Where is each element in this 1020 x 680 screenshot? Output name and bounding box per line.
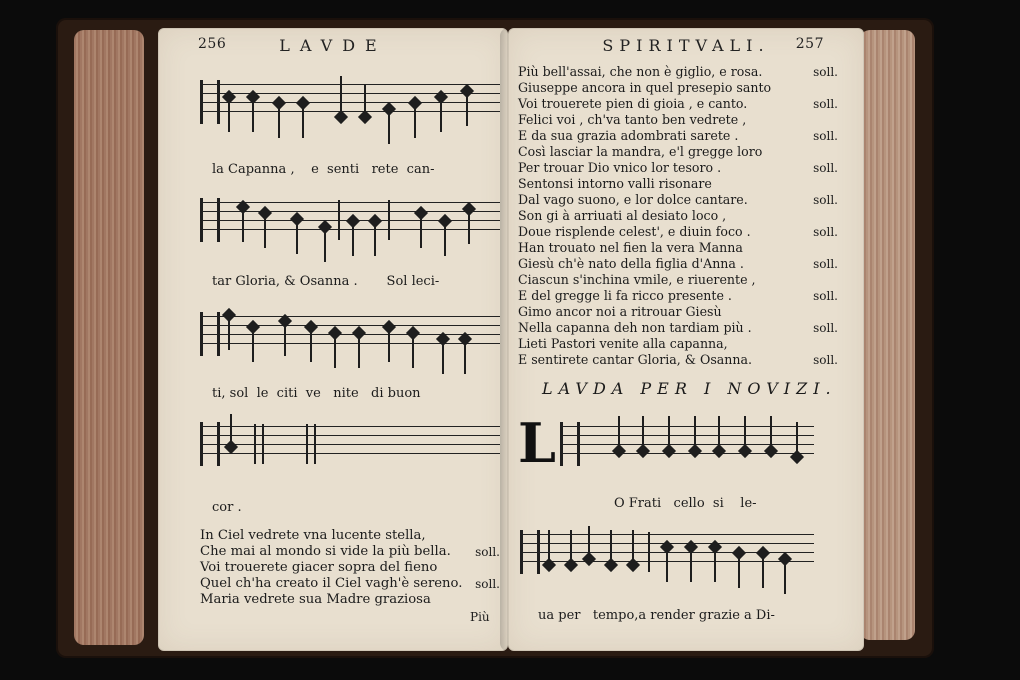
poem-line	[518, 352, 838, 368]
note-stem	[618, 416, 620, 452]
lyric-line-6: ua per tempo,a render grazie a Di-	[538, 608, 775, 623]
poem-text: Così lasciar la mandra, e'l gregge loro	[518, 144, 763, 159]
left-running-title: LAVDE	[279, 36, 387, 55]
note-stem	[468, 208, 470, 244]
right-page	[508, 28, 864, 651]
barline	[314, 424, 316, 464]
poem-line	[518, 96, 838, 112]
poem-text: Gimo ancor noi a ritrouar Giesù	[518, 304, 722, 319]
poem-line	[200, 528, 500, 544]
poem-line	[518, 80, 838, 96]
poem-line	[518, 160, 838, 176]
refrain-mark: soll.	[813, 193, 838, 207]
staff-lines	[562, 426, 814, 462]
poem-text: In Ciel vedrete vna lucente stella,	[200, 528, 426, 543]
barline	[262, 424, 264, 464]
poem-text: Per trouar Dio vnico lor tesoro .	[518, 160, 722, 175]
poem-line	[518, 336, 838, 352]
left-poem	[200, 528, 500, 608]
poem-text: E da sua grazia adombrati sarete .	[518, 128, 739, 143]
note-stem	[228, 314, 230, 350]
poem-line	[518, 320, 838, 336]
refrain-mark: soll.	[813, 225, 838, 239]
poem-text: Ciascun s'inchina vmile, e riuerente ,	[518, 272, 756, 287]
note-stem	[302, 102, 304, 138]
note-stem	[444, 220, 446, 256]
poem-line	[518, 112, 838, 128]
note-stem	[278, 102, 280, 138]
note-stem	[762, 552, 764, 588]
music-staff-6	[522, 518, 814, 590]
left-page	[158, 28, 508, 651]
note-stem	[412, 332, 414, 368]
note-stem	[690, 546, 692, 582]
barline	[388, 200, 390, 240]
poem-line	[200, 592, 500, 608]
poem-text: Son gi à arriuati al desiato loco ,	[518, 208, 727, 223]
barline	[306, 424, 308, 464]
refrain-mark: soll.	[813, 257, 838, 271]
lyric-line-5: O Frati cello si le-	[614, 496, 757, 511]
poem-line	[518, 304, 838, 320]
left-running-header	[170, 36, 496, 56]
refrain-mark: soll.	[813, 161, 838, 175]
note-stem	[228, 96, 230, 132]
poem-line	[200, 544, 500, 560]
music-staff-5	[562, 410, 814, 482]
refrain-mark: soll.	[475, 577, 500, 591]
music-staff-2	[202, 186, 500, 258]
poem-text: Lieti Pastori venite alla capanna,	[518, 336, 728, 351]
poem-text: Che mai al mondo si vide la più bella.	[200, 544, 451, 559]
refrain-mark: soll.	[813, 289, 838, 303]
note-stem	[252, 326, 254, 362]
catchword: Più	[470, 610, 490, 624]
right-page-edges	[860, 30, 915, 640]
poem-text: Dal vago suono, e lor dolce cantare.	[518, 192, 748, 207]
note-stem	[738, 552, 740, 588]
refrain-mark: soll.	[813, 353, 838, 367]
lyric-line-4: cor .	[212, 500, 242, 515]
poem-line	[518, 224, 838, 240]
left-page-number: 256	[198, 36, 227, 52]
note-stem	[610, 530, 612, 566]
poem-text: E del gregge li fa ricco presente .	[518, 288, 732, 303]
note-stem	[744, 416, 746, 452]
note-stem	[358, 332, 360, 368]
note-stem	[440, 96, 442, 132]
poem-text: Doue risplende celest', e diuin foco .	[518, 224, 751, 239]
right-poem	[518, 64, 838, 368]
note-stem	[264, 212, 266, 248]
music-staff-1	[202, 68, 500, 140]
note-stem	[570, 530, 572, 566]
staff-lines	[202, 426, 500, 462]
poem-text: Giuseppe ancora in quel presepio santo	[518, 80, 772, 95]
lyric-line-1: la Capanna , e senti rete can-	[212, 162, 435, 177]
poem-line	[518, 208, 838, 224]
note-stem	[340, 76, 342, 112]
note-stem	[466, 90, 468, 126]
barline	[338, 200, 340, 240]
refrain-mark: soll.	[813, 97, 838, 111]
decorated-initial: L	[518, 411, 556, 475]
poem-line	[518, 176, 838, 192]
note-stem	[718, 416, 720, 452]
note-stem	[324, 226, 326, 262]
note-stem	[334, 332, 336, 368]
poem-line	[518, 288, 838, 304]
poem-text: Quel ch'ha creato il Ciel vagh'è sereno.	[200, 576, 463, 591]
note-stem	[442, 338, 444, 374]
note-stem	[242, 206, 244, 242]
section-heading: LAVDA PER I NOVIZI.	[542, 379, 837, 398]
left-page-edges	[74, 30, 144, 645]
poem-line	[518, 240, 838, 256]
poem-line	[518, 192, 838, 208]
note-stem	[388, 108, 390, 144]
note-stem	[588, 526, 590, 562]
refrain-mark: soll.	[813, 65, 838, 79]
note-stem	[310, 326, 312, 362]
poem-text: Più bell'assai, che non è giglio, e rosa.	[518, 64, 763, 79]
poem-line	[518, 144, 838, 160]
poem-text: E sentirete cantar Gloria, & Osanna.	[518, 352, 753, 367]
note-stem	[770, 416, 772, 452]
poem-text: Felici voi , ch'va tanto ben vedrete ,	[518, 112, 747, 127]
right-running-title: SPIRITVALI.	[602, 36, 770, 55]
note-stem	[352, 220, 354, 256]
note-stem	[364, 84, 366, 120]
lyric-line-3: ti, sol le citi ve nite di buon	[212, 386, 421, 401]
poem-text: Voi trouerete giacer sopra del fieno	[200, 560, 438, 575]
note-stem	[796, 422, 798, 458]
poem-text: Giesù ch'è nato della figlia d'Anna .	[518, 256, 744, 271]
poem-text: Nella capanna deh non tardiam più .	[518, 320, 752, 335]
poem-line	[518, 64, 838, 80]
barline	[254, 424, 256, 464]
music-staff-3	[202, 300, 500, 372]
note-stem	[374, 220, 376, 256]
note-stem	[464, 338, 466, 374]
note-stem	[284, 320, 286, 356]
note-stem	[642, 416, 644, 452]
note-stem	[230, 414, 232, 450]
poem-text: Maria vedrete sua Madre graziosa	[200, 592, 431, 607]
right-page-number: 257	[795, 36, 824, 52]
note-stem	[632, 530, 634, 566]
poem-line	[200, 576, 500, 592]
refrain-mark: soll.	[813, 129, 838, 143]
staff-lines	[202, 316, 500, 352]
note-stem	[252, 96, 254, 132]
barline	[648, 532, 650, 572]
note-stem	[388, 326, 390, 362]
right-running-header	[520, 36, 852, 56]
poem-line	[200, 560, 500, 576]
note-stem	[296, 218, 298, 254]
poem-line	[518, 128, 838, 144]
note-stem	[784, 558, 786, 594]
note-stem	[668, 416, 670, 452]
music-staff-4	[202, 410, 500, 482]
note-stem	[414, 102, 416, 138]
poem-text: Voi trouerete pien di gioia , e canto.	[518, 96, 748, 111]
staff-lines	[202, 84, 500, 120]
note-stem	[694, 416, 696, 452]
poem-line	[518, 272, 838, 288]
poem-text: Han trouato nel fien la vera Manna	[518, 240, 743, 255]
note-stem	[666, 546, 668, 582]
refrain-mark: soll.	[813, 321, 838, 335]
note-stem	[714, 546, 716, 582]
poem-line	[518, 256, 838, 272]
refrain-mark: soll.	[475, 545, 500, 559]
note-stem	[420, 212, 422, 248]
poem-text: Sentonsi intorno valli risonare	[518, 176, 712, 191]
note-stem	[548, 530, 550, 566]
lyric-line-2: tar Gloria, & Osanna . Sol leci-	[212, 274, 440, 289]
